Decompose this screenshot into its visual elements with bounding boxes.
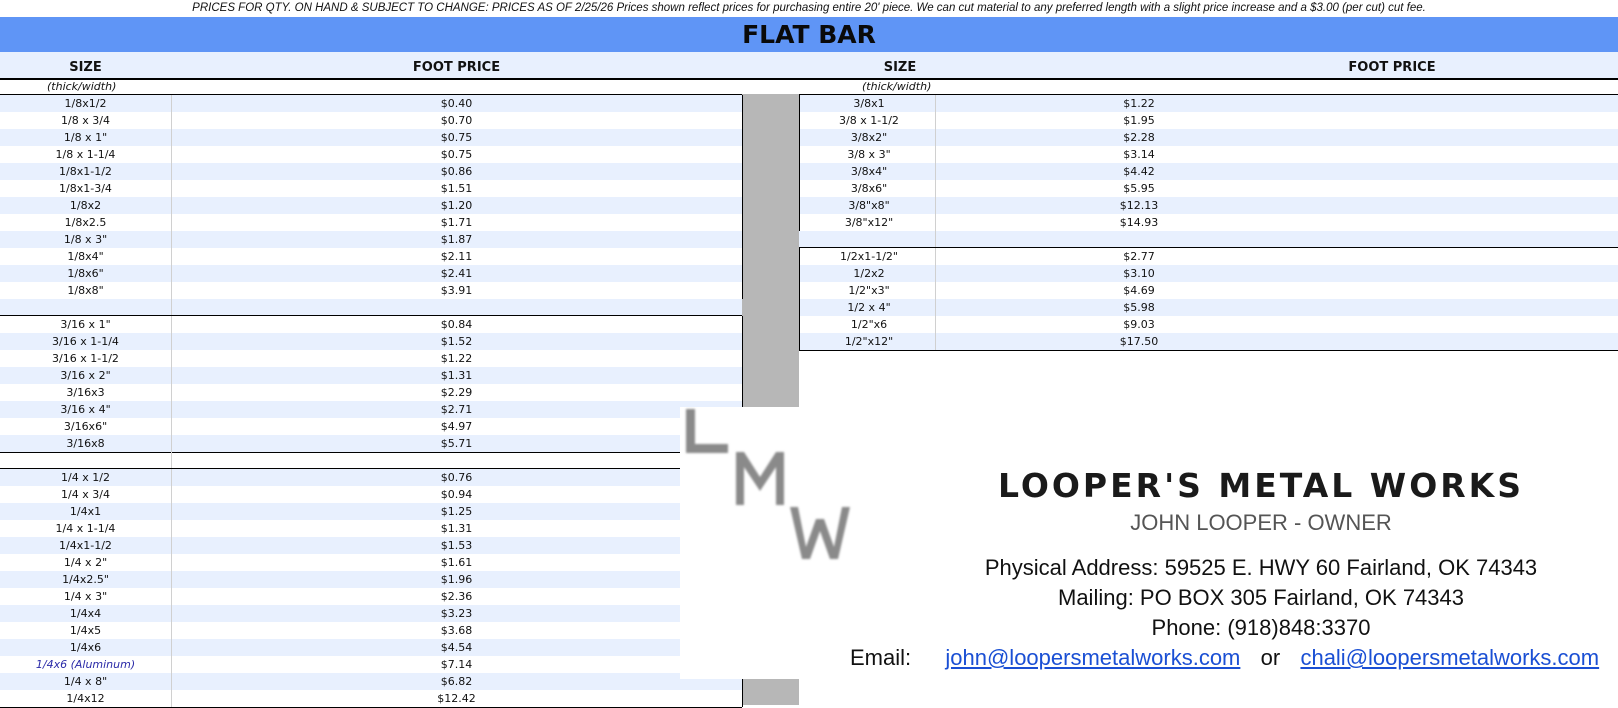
phone-number: Phone: (918)848:3370 [1151,615,1371,640]
size-cell: 1/4 x 8" [63,675,108,688]
price-cell: $12.42 [437,692,476,705]
price-cell: $2.28 [1123,131,1155,144]
right-header [742,52,1618,80]
price-cell: $17.50 [1119,335,1159,348]
size-cell: 1/2"x6 [850,318,888,331]
price-cell: $2.77 [1123,250,1155,263]
price-cell: $1.87 [440,233,473,246]
price-cell: $1.61 [440,556,473,569]
group-border-left [799,247,800,350]
price-cell: $1.31 [440,369,473,382]
size-cell: 1/4 x 2" [63,556,108,569]
size-cell: 3/8"x12" [844,216,894,229]
size-cell: 1/8x4" [67,250,104,263]
group-border-top [799,94,1618,95]
size-cell: 1/8x1/2 [64,97,107,110]
company-name: LOOPER'S METAL WORKS [997,466,1525,505]
size-cell: 1/8 x 1" [63,131,108,144]
column-divider [171,452,172,469]
price-cell: $3.23 [440,607,473,620]
price-cell: $4.42 [1123,165,1155,178]
group-border-bottom [799,350,1618,351]
column-divider [171,316,172,452]
price-cell: $0.75 [440,131,473,144]
price-cell: $1.31 [440,522,473,535]
price-cell: $1.22 [1123,97,1155,110]
size-cell: 3/16x8 [66,437,105,450]
price-notice: PRICES FOR QTY. ON HAND & SUBJECT TO CHANGE: PRICES AS OF 2/25/26 Prices shown reflect prices for purchasing entire 20' piece. We can cut material to any preferred length with a slight price increase and a $3.00 (per cut) cut fee. [192,2,1426,14]
column-divider [935,95,936,231]
price-cell: $3.91 [440,284,473,297]
right-size-header: SIZE [883,60,917,75]
size-cell: 1/8x1-1/2 [59,165,112,178]
size-cell: 1/2x1-1/2" [840,250,898,263]
size-cell: 3/16 x 1" [60,318,111,331]
size-cell: 3/16 x 2" [60,369,111,382]
column-divider [935,248,936,350]
price-cell: $5.71 [440,437,473,450]
size-cell: 1/4 x 3" [63,590,108,603]
price-cell: $2.11 [440,250,473,263]
group-border-top [0,315,742,316]
left-price-header: FOOT PRICE [412,60,501,75]
price-cell: $4.69 [1123,284,1155,297]
price-cell: $0.94 [440,488,473,501]
size-cell: 1/8x1-3/4 [59,182,112,195]
size-cell: 3/8 x 3" [847,148,891,161]
size-cell: 1/4x5 [69,624,102,637]
price-cell: $1.95 [1123,114,1155,127]
spacer-row [0,452,742,469]
price-cell: $2.41 [440,267,473,280]
group-border-left [799,94,800,231]
size-cell: 1/4x4 [69,607,102,620]
size-cell: 3/8 x 1-1/2 [839,114,899,127]
size-cell: 1/4x1 [69,505,102,518]
spacer-row [799,231,1618,248]
size-cell: 1/2 x 4" [847,301,891,314]
price-cell: $5.98 [1123,301,1155,314]
size-cell: 1/8x8" [67,284,104,297]
size-cell: 1/4 x 1-1/4 [55,522,116,535]
price-cell: $1.20 [440,199,473,212]
price-cell: $7.14 [440,658,473,671]
price-cell: $12.13 [1119,199,1159,212]
price-cell: $0.86 [440,165,473,178]
price-cell: $0.70 [440,114,473,127]
size-cell: 1/8 x 3/4 [61,114,110,127]
column-divider [171,469,172,707]
size-cell: 3/16 x 4" [60,403,111,416]
size-cell: 3/8"x8" [848,199,890,212]
price-cell: $14.93 [1119,216,1159,229]
price-cell: $1.22 [440,352,473,365]
price-cell: $1.51 [440,182,473,195]
group-border-right [742,95,743,299]
column-divider [171,299,172,316]
column-divider [171,95,172,299]
lmw-logo [680,407,870,567]
size-cell: 3/16x6" [63,420,108,433]
size-cell: 1/4x1-1/2 [59,539,112,552]
price-cell: $6.82 [440,675,473,688]
physical-address: Physical Address: 59525 E. HWY 60 Fairland, OK 74343 [984,555,1538,580]
price-cell: $1.25 [440,505,473,518]
price-cell: $4.97 [440,420,473,433]
spacer-row [0,299,742,316]
size-cell: 1/8x2.5 [64,216,107,229]
price-cell: $3.14 [1123,148,1155,161]
size-cell: 1/4x12 [66,692,105,705]
size-cell: 1/4x6 [69,641,102,654]
email-row [850,645,1618,671]
price-cell: $1.52 [440,335,473,348]
size-cell: 1/2"x12" [844,335,894,348]
column-divider [935,231,936,248]
page-title: FLAT BAR [0,17,1618,52]
price-cell: $1.53 [440,539,473,552]
size-cell: 1/8 x 1-1/4 [55,148,116,161]
price-cell: $2.29 [440,386,473,399]
price-cell: $0.75 [440,148,473,161]
business-card [680,407,1618,679]
group-border-top [0,468,742,469]
mailing-address: Mailing: PO BOX 305 Fairland, OK 74343 [1058,585,1464,610]
email-or: or [1260,645,1281,670]
price-cell: $2.36 [440,590,473,603]
left-size-header: SIZE [69,60,102,75]
email-link-chali[interactable]: chali@loopersmetalworks.com [1300,645,1600,670]
price-cell: $0.40 [440,97,473,110]
group-border-top [799,247,1618,248]
size-cell: 1/4 x 3/4 [61,488,110,501]
size-cell: 1/8 x 3" [63,233,108,246]
price-cell: $9.03 [1123,318,1155,331]
size-cell: 1/4x2.5" [62,573,109,586]
right-price-header: FOOT PRICE [1348,60,1436,75]
size-cell: 1/4 x 1/2 [61,471,110,484]
group-border-top [0,94,742,95]
size-cell: 1/2"x3" [848,284,890,297]
size-cell: 3/8x1 [853,97,885,110]
price-cell: $0.76 [440,471,473,484]
price-cell: $2.71 [440,403,473,416]
owner-name: JOHN LOOPER - OWNER [1130,510,1392,535]
size-cell: 3/16 x 1-1/2 [52,352,119,365]
price-cell: $3.10 [1123,267,1155,280]
size-cell: 3/8x6" [850,182,888,195]
size-cell: 1/2x2 [853,267,885,280]
price-cell: $1.71 [440,216,473,229]
size-cell: 1/4x6 (Aluminum) [35,658,136,671]
left-subheader: (thick/width) [47,80,117,93]
price-cell: $4.54 [440,641,473,654]
price-cell: $5.95 [1123,182,1155,195]
price-cell: $0.84 [440,318,473,331]
size-cell: 3/16x3 [66,386,105,399]
size-cell: 3/8x2" [850,131,888,144]
email-label: Email: [850,645,912,670]
size-cell: 1/8x6" [67,267,104,280]
email-link-john[interactable]: john@loopersmetalworks.com [945,645,1241,670]
size-cell: 3/8x4" [850,165,888,178]
size-cell: 3/16 x 1-1/4 [52,335,119,348]
price-cell: $3.68 [440,624,473,637]
price-cell: $1.96 [440,573,473,586]
size-cell: 1/8x2 [69,199,102,212]
right-subheader: (thick/width) [862,80,932,93]
left-header [0,52,742,80]
